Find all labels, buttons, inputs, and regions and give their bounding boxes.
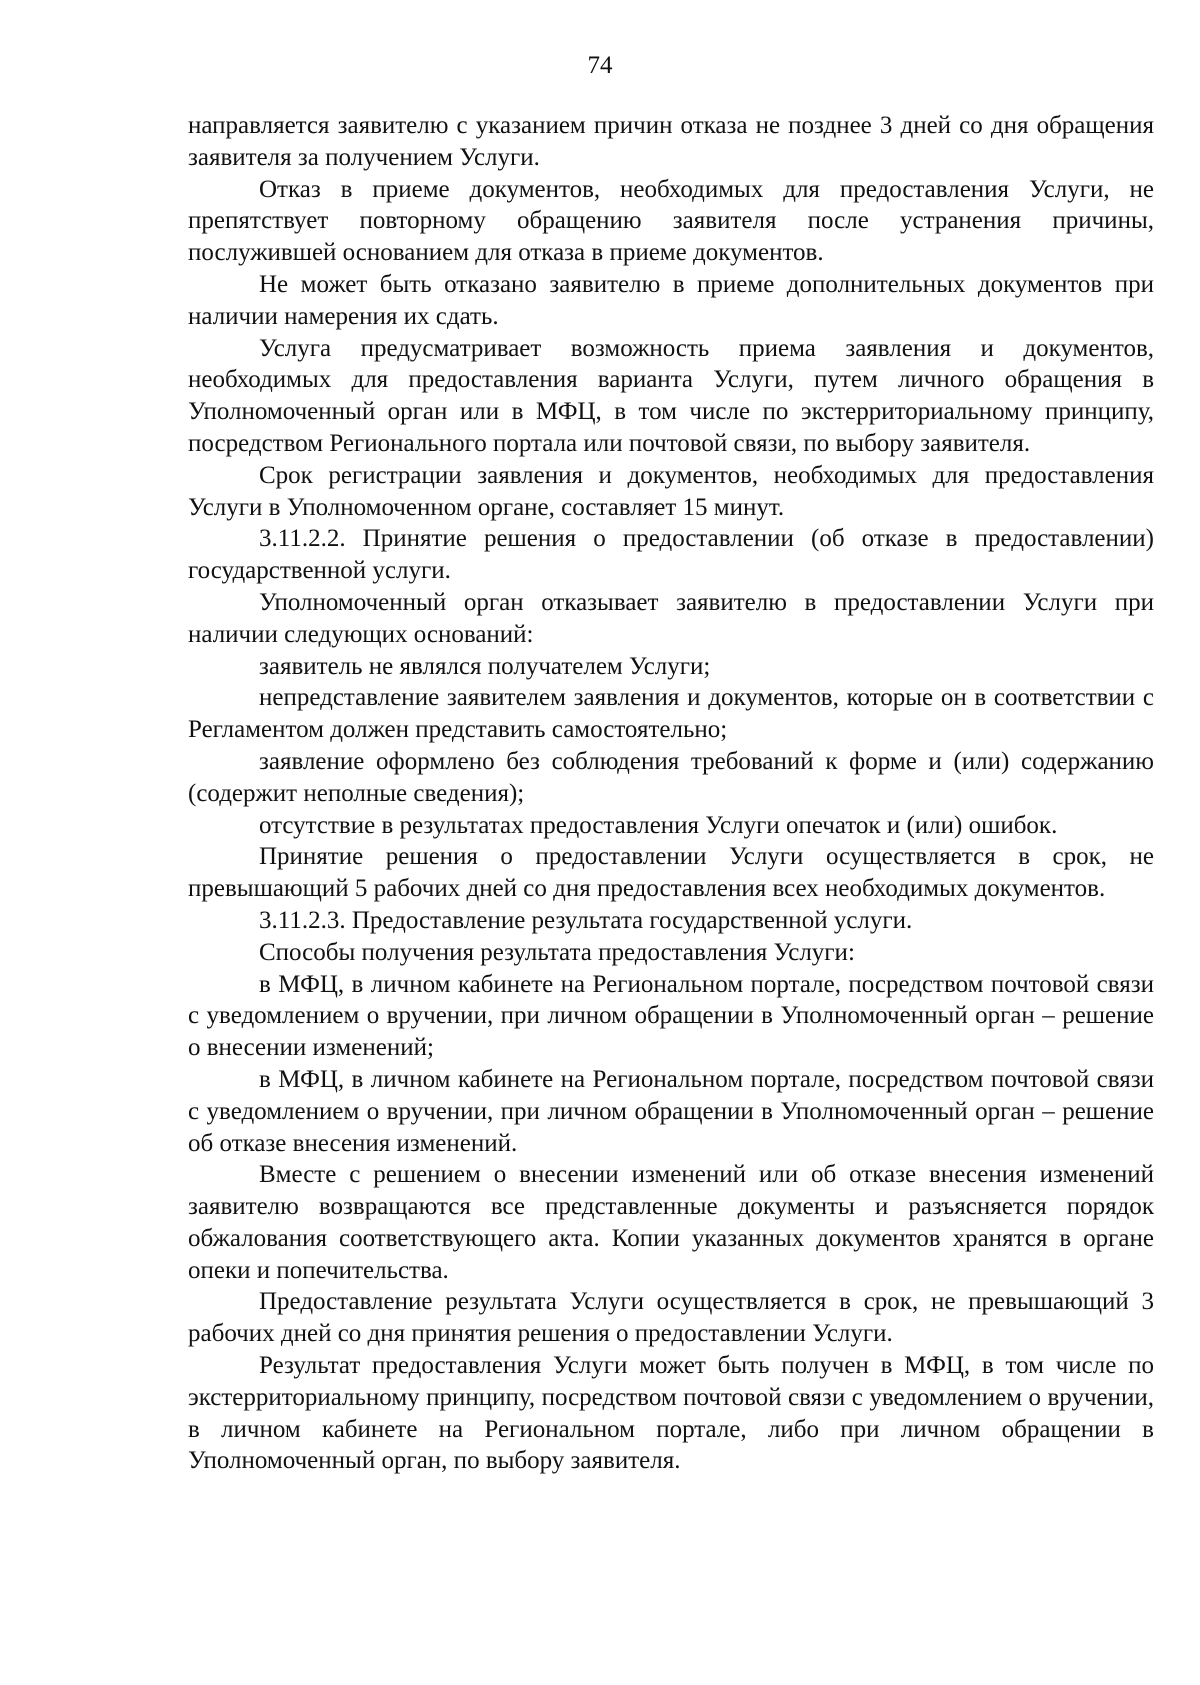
- section-heading-3-11-2-3: 3.11.2.3. Предоставление результата государственной услуги.: [259, 906, 913, 934]
- paragraph: Не может быть отказано заявителю в приеме дополнительных документов при наличии намерения их сдать.: [188, 270, 1154, 330]
- section-heading-3-11-2-2: 3.11.2.2. Принятие решения о предоставлении (об отказе в предоставлении) государственной услуги.: [188, 525, 1154, 585]
- paragraph: Предоставление результата Услуги осуществляется в срок, не превышающий 3 рабочих дней со дня принятия решения о предоставлении Услуги.: [188, 1288, 1154, 1348]
- list-item: в МФЦ, в личном кабинете на Региональном портале, посредством почтовой связи с уведомлением о вручении, при личном обращении в Уполномоченный орган – решение о внесении изменений;: [188, 970, 1154, 1062]
- list-item: отсутствие в результатах предоставления Услуги опечаток и (или) ошибок.: [259, 811, 1058, 839]
- paragraph: Отказ в приеме документов, необходимых для предоставления Услуги, не препятствует повторному обращению заявителя после устранения причины, послужившей основанием для отказа в приеме документов.: [188, 175, 1154, 267]
- paragraph: Срок регистрации заявления и документов, необходимых для предоставления Услуги в Уполномоченном органе, составляет 15 минут.: [188, 461, 1154, 521]
- paragraph: Услуга предусматривает возможность приема заявления и документов, необходимых для предоставления варианта Услуги, путем личного обращения в Уполномоченный орган или в МФЦ, в том числе по экстерриториальному принципу, посредством Регионального портала или почтовой связи, по выбору заявителя.: [188, 334, 1154, 457]
- page-number: 74: [587, 52, 613, 79]
- paragraph: Способы получения результата предоставления Услуги:: [259, 938, 855, 966]
- list-item: непредставление заявителем заявления и документов, которые он в соответствии с Регламентом должен представить самостоятельно;: [188, 684, 1154, 744]
- paragraph: Вместе с решением о внесении изменений или об отказе внесения изменений заявителю возвращаются все представленные документы и разъясняется порядок обжалования соответствующего акта. Копии указанных документов хранятся в органе опеки и попечительства.: [188, 1161, 1154, 1284]
- paragraph: Уполномоченный орган отказывает заявителю в предоставлении Услуги при наличии следующих оснований:: [188, 588, 1154, 648]
- list-item: заявление оформлено без соблюдения требований к форме и (или) содержанию (содержит неполные сведения);: [188, 747, 1154, 807]
- paragraph-continuation: направляется заявителю с указанием причин отказа не позднее 3 дней со дня обращения заявителя за получением Услуги.: [188, 112, 1154, 171]
- list-item: в МФЦ, в личном кабинете на Региональном портале, посредством почтовой связи с уведомлением о вручении, при личном обращении в Уполномоченный орган – решение об отказе внесения изменений.: [188, 1065, 1154, 1157]
- paragraph: Принятие решения о предоставлении Услуги осуществляется в срок, не превышающий 5 рабочих дней со дня предоставления всех необходимых документов.: [188, 843, 1154, 903]
- paragraph: Результат предоставления Услуги может быть получен в МФЦ, в том числе по экстерриториальному принципу, посредством почтовой связи с уведомлением о вручении, в личном кабинете на Региональном портале, либо при личном обращении в Уполномоченный орган, по выбору заявителя.: [188, 1352, 1154, 1475]
- list-item: заявитель не являлся получателем Услуги;: [259, 652, 711, 680]
- document-body: [188, 110, 1154, 1477]
